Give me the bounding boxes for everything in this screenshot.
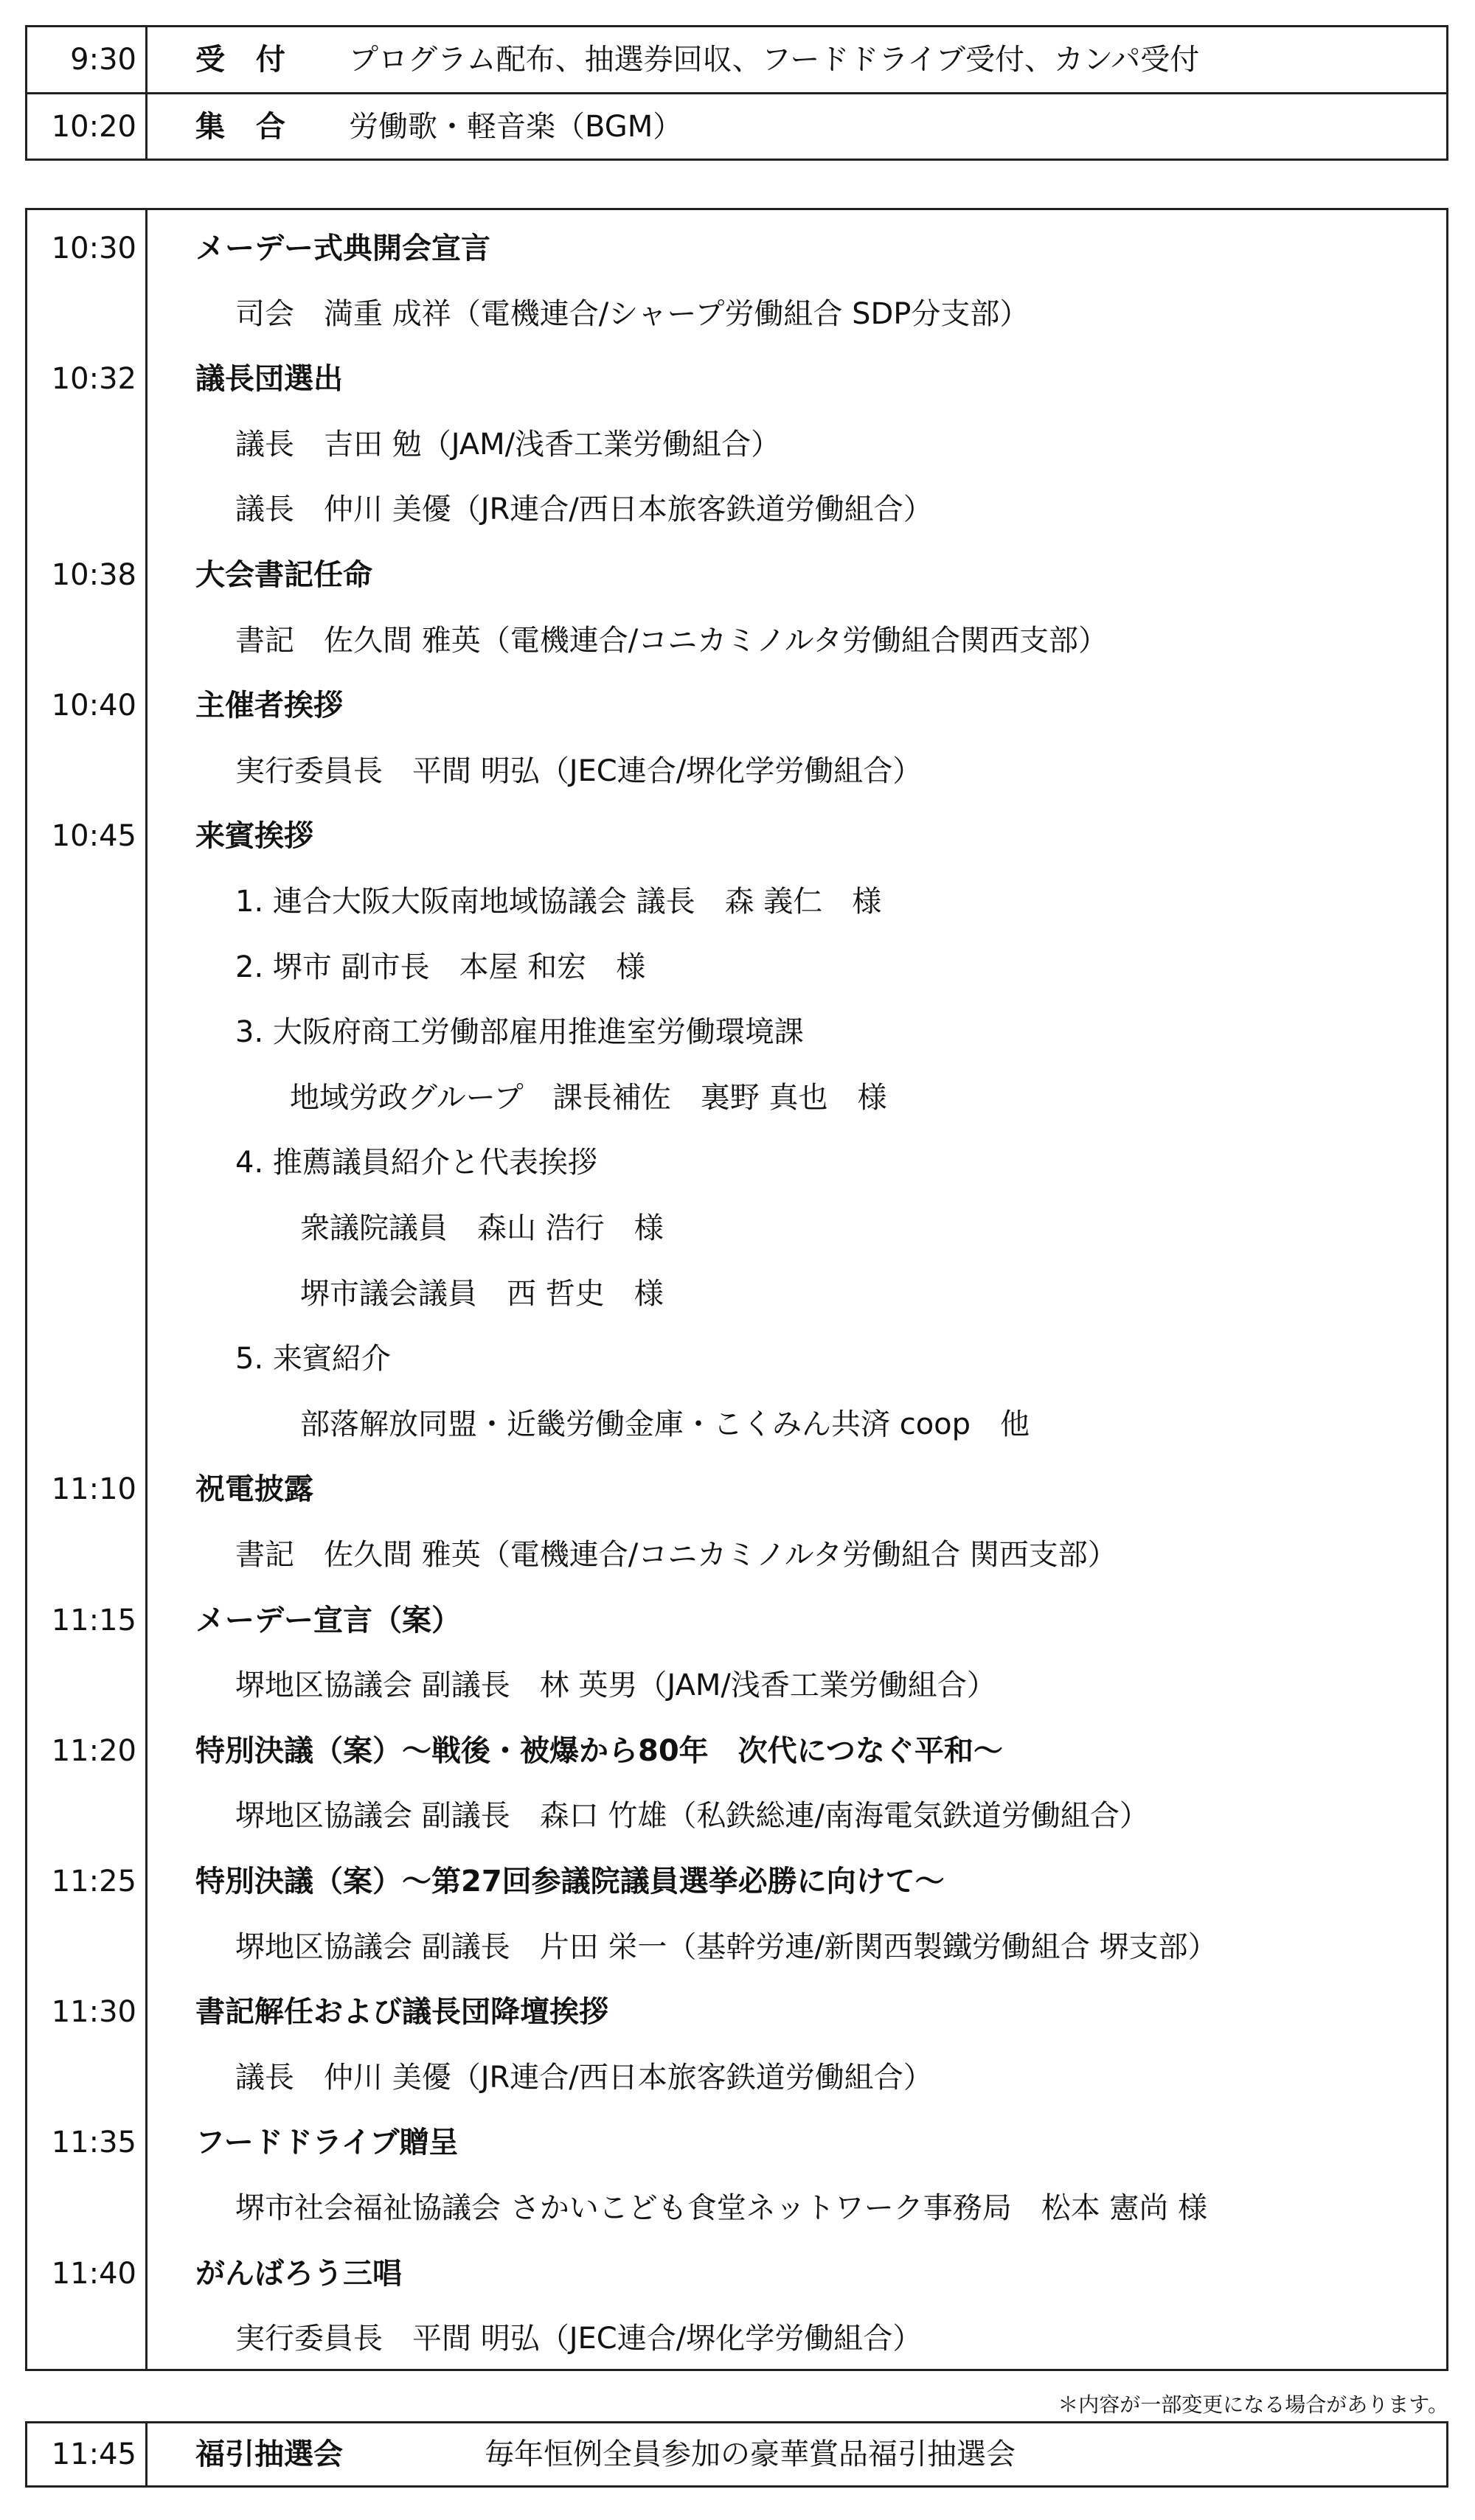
- program-item: [27, 1719, 1446, 1783]
- lottery-box: [25, 2421, 1448, 2488]
- item-detail: 部落解放同盟・近畿労働金庫・こくみん共済 coop 他: [300, 1407, 1030, 1441]
- program-item: [27, 1980, 1446, 2044]
- schedule-row-reception: [27, 27, 1446, 92]
- item-detail: 1. 連合大阪大阪南地域協議会 議長 森 義仁 様: [235, 885, 882, 919]
- change-notice: ＊内容が一部変更になる場合があります。: [1058, 2392, 1448, 2417]
- item-detail: 2. 堺市 副市長 本屋 和宏 様: [235, 950, 646, 984]
- program-detail: [27, 739, 1446, 804]
- item-detail: 4. 推薦議員紹介と代表挨拶: [235, 1146, 597, 1180]
- item-title: 主催者挨拶: [195, 689, 343, 723]
- row-heading: 集 合: [195, 110, 296, 144]
- program-item: [27, 673, 1446, 738]
- row-time: 10:40: [51, 689, 136, 723]
- program-item: [27, 543, 1446, 608]
- item-title: 特別決議（案）～第27回参議院議員選挙必勝に向けて～: [195, 1865, 945, 1898]
- row-time: 11:35: [51, 2126, 136, 2160]
- program-detail: [27, 1392, 1446, 1457]
- program-detail: [27, 477, 1446, 542]
- item-title: 祝電披露: [195, 1472, 313, 1507]
- row-time: 10:38: [51, 558, 136, 592]
- item-detail: 5. 来賓紹介: [235, 1342, 391, 1376]
- row-time: 10:20: [51, 110, 136, 144]
- item-detail: 司会 満重 成祥（電機連合/シャープ労働組合 SDP分支部）: [235, 296, 1030, 331]
- item-title: 特別決議（案）～戦後・被爆から80年 次代につなぐ平和～: [195, 1733, 1003, 1768]
- row-time: 10:45: [51, 819, 136, 854]
- item-detail: 衆議院議員 森山 浩行 様: [300, 1211, 664, 1245]
- item-title: 書記解任および議長団降壇挨拶: [195, 1995, 608, 2030]
- row-time: 11:25: [51, 1865, 136, 1898]
- item-title: 来賓挨拶: [195, 819, 313, 854]
- program-detail: [27, 2045, 1446, 2110]
- program-detail: [27, 2306, 1446, 2371]
- item-detail: 書記 佐久間 雅英（電機連合/コニカミノルタ労働組合 関西支部）: [235, 1538, 1117, 1572]
- item-detail: 堺地区協議会 副議長 片田 栄一（基幹労連/新関西製鐵労働組合 堺支部）: [235, 1929, 1218, 1964]
- program-detail: [27, 412, 1446, 477]
- item-detail: 3. 大阪府商工労働部雇用推進室労働環境課: [235, 1015, 804, 1050]
- item-detail: 議長 仲川 美優（JR連合/西日本旅客鉄道労働組合）: [235, 492, 933, 527]
- program-detail: [27, 608, 1446, 673]
- item-detail: 堺地区協議会 副議長 森口 竹雄（私鉄総連/南海電気鉄道労働組合）: [235, 1799, 1149, 1834]
- program-detail: [27, 935, 1446, 1000]
- program-detail: [27, 2176, 1446, 2241]
- program-detail: [27, 1326, 1446, 1391]
- item-detail: 議長 吉田 勉（JAM/浅香工業労働組合）: [235, 427, 781, 462]
- item-detail: 地域労政グループ 課長補佐 裏野 真也 様: [290, 1080, 887, 1115]
- row-time: 10:32: [51, 362, 136, 397]
- item-title: 大会書記任命: [195, 558, 372, 592]
- program-detail: [27, 1783, 1446, 1848]
- item-title: がんばろう三唱: [195, 2256, 402, 2291]
- item-detail: 堺地区協議会 副議長 林 英男（JAM/浅香工業労働組合）: [235, 1668, 996, 1703]
- item-title: メーデー宣言（案）: [195, 1603, 461, 1637]
- program-detail: [27, 1261, 1446, 1326]
- row-description: 労働歌・軽音楽（BGM）: [349, 110, 683, 144]
- time-column-divider: [145, 2423, 148, 2485]
- row-time: 11:15: [51, 1603, 136, 1637]
- program-item: [27, 216, 1446, 281]
- item-detail: 堺市議会議員 西 哲史 様: [300, 1276, 664, 1311]
- row-time: 11:20: [51, 1733, 136, 1768]
- item-detail: 書記 佐久間 雅英（電機連合/コニカミノルタ労働組合関西支部）: [235, 623, 1108, 658]
- item-title: 議長団選出: [195, 362, 343, 397]
- program-item: [27, 804, 1446, 869]
- row-time: 11:40: [51, 2256, 136, 2291]
- item-title: メーデー式典開会宣言: [195, 232, 490, 265]
- row-description: プログラム配布、抽選券回収、フードドライブ受付、カンパ受付: [349, 43, 1200, 77]
- program-item: [27, 2110, 1446, 2175]
- program-item: [27, 1849, 1446, 1914]
- row-description: 毎年恒例全員参加の豪華賞品福引抽選会: [485, 2437, 1016, 2471]
- top-schedule-box: [25, 25, 1448, 161]
- program-detail: [27, 1000, 1446, 1065]
- row-time: 11:30: [51, 1995, 136, 2030]
- item-detail: 堺市社会福祉協議会 さかいこども食堂ネットワーク事務局 松本 憲尚 様: [235, 2191, 1208, 2225]
- row-time: 10:30: [51, 232, 136, 265]
- program-detail: [27, 869, 1446, 934]
- row-time: 9:30: [70, 43, 136, 77]
- program-item: [27, 1457, 1446, 1522]
- program-item: [27, 2241, 1446, 2306]
- row-time: 11:45: [51, 2437, 136, 2471]
- row-time: 11:10: [51, 1472, 136, 1507]
- program-detail: [27, 1196, 1446, 1261]
- item-detail: 実行委員長 平間 明弘（JEC連合/堺化学労働組合）: [235, 753, 923, 788]
- program-detail: [27, 1065, 1446, 1130]
- schedule-row-assembly: [27, 94, 1446, 159]
- program-detail: [27, 282, 1446, 347]
- row-heading: 福引抽選会: [195, 2437, 343, 2471]
- program-detail: [27, 1915, 1446, 1980]
- program-detail: [27, 1522, 1446, 1587]
- program-detail: [27, 1653, 1446, 1718]
- row-heading: 受 付: [195, 43, 296, 77]
- program-item: [27, 347, 1446, 411]
- item-detail: 議長 仲川 美優（JR連合/西日本旅客鉄道労働組合）: [235, 2060, 933, 2095]
- main-program-box: [25, 208, 1448, 2371]
- item-detail: 実行委員長 平間 明弘（JEC連合/堺化学労働組合）: [235, 2322, 923, 2356]
- program-detail: [27, 1130, 1446, 1195]
- program-item: [27, 1588, 1446, 1653]
- item-title: フードドライブ贈呈: [195, 2126, 459, 2160]
